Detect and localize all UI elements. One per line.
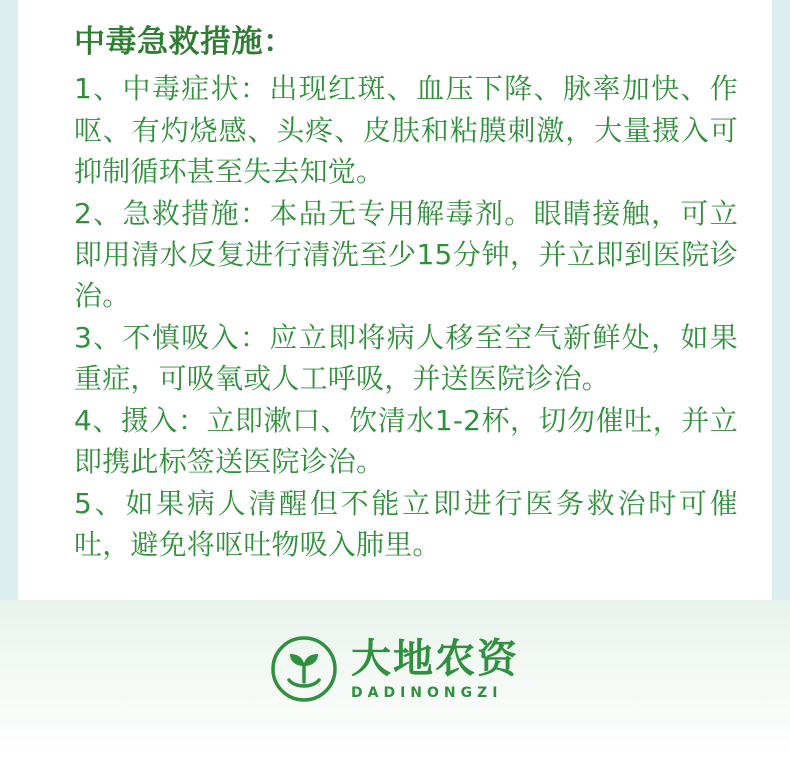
right-edge-strip <box>772 0 790 620</box>
first-aid-card <box>18 0 772 600</box>
paragraph-ingestion: 4、摄入：立即漱口、饮清水1-2杯，切勿催吐，并立即携此标签送医院诊治。 <box>74 403 738 479</box>
sprout-leaf-icon <box>271 636 337 702</box>
brand-name-en: DADINONGZI <box>351 684 503 701</box>
paragraph-symptoms: 1、中毒症状：出现红斑、血压下降、脉率加快、作呕、有灼烧感、头疼、皮肤和粘膜刺激，大量摄入可抑制循环甚至失去知觉。 <box>74 72 738 189</box>
brand-text-block <box>351 635 519 701</box>
brand-footer <box>0 636 790 702</box>
paragraph-conscious-patient: 5、如果病人清醒但不能立即进行医务救治时可催吐，避免将呕吐物吸入肺里。 <box>74 486 738 562</box>
brand-name-cn: 大地农资 <box>351 635 519 682</box>
paragraph-first-aid: 2、急救措施：本品无专用解毒剂。眼睛接触，可立即用清水反复进行清洗至少15分钟，并立即到医院诊治。 <box>74 196 738 313</box>
page-title: 中毒急救措施： <box>74 24 295 60</box>
left-edge-strip <box>0 0 18 620</box>
paragraph-inhalation: 3、不慎吸入：应立即将病人移至空气新鲜处，如果重症，可吸氧或人工呼吸，并送医院诊治。 <box>74 320 738 396</box>
